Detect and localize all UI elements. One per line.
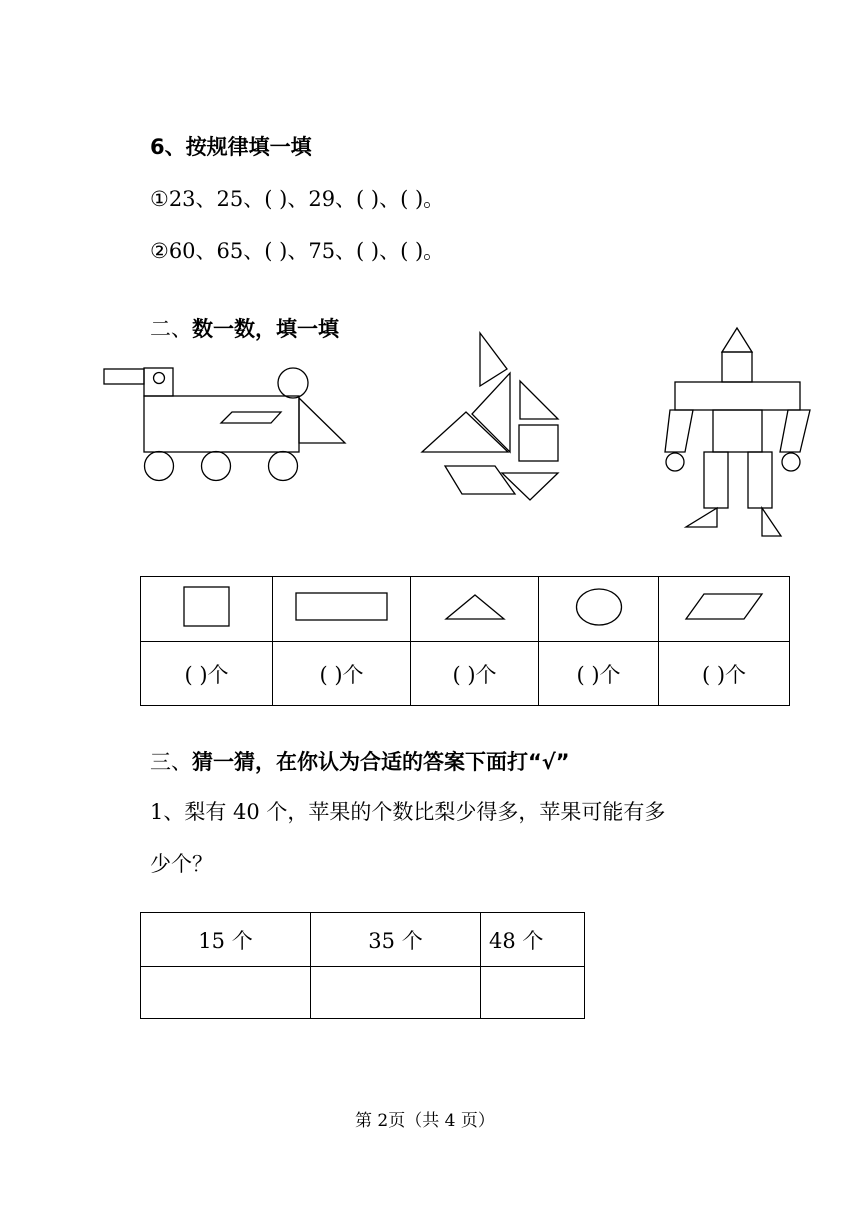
vehicle-wheel-1 xyxy=(145,452,174,481)
sail-mid-triangle xyxy=(472,373,510,452)
robot-hat-triangle xyxy=(722,328,752,352)
square-cell xyxy=(141,577,273,642)
check-cell-48[interactable] xyxy=(481,967,585,1019)
robot-left-foot xyxy=(686,508,717,527)
rectangle-cell xyxy=(273,577,411,642)
robot-right-arm xyxy=(780,410,810,452)
parallelogram-count[interactable]: ( )个 xyxy=(659,642,790,706)
parallelogram-cell xyxy=(659,577,790,642)
question-1-line-2: 少个？ xyxy=(150,852,213,876)
check-cell-35[interactable] xyxy=(311,967,481,1019)
robot-right-foot xyxy=(762,508,781,536)
section-2-number: 二、 xyxy=(150,317,192,341)
vehicle-head-circle xyxy=(278,368,308,398)
parallelogram-icon xyxy=(684,592,764,622)
robot-right-hand xyxy=(782,453,800,471)
square-count[interactable]: ( )个 xyxy=(141,642,273,706)
check-row xyxy=(141,967,585,1019)
section-2-title: 数一数，填一填 xyxy=(192,317,339,341)
triangle-cell xyxy=(411,577,539,642)
vehicle-wheel-2 xyxy=(202,452,231,481)
options-row xyxy=(141,913,585,967)
robot-figure xyxy=(665,328,810,536)
rectangle-count[interactable]: ( )个 xyxy=(273,642,411,706)
robot-body-rectangle xyxy=(713,410,762,452)
section-3-title: 猜一猜，在你认为合适的答案下面打“√” xyxy=(192,750,570,774)
robot-head-square xyxy=(722,352,752,382)
sequence-1: ①23、25、( )、29、( )、( )。 xyxy=(150,187,445,211)
section-3-heading xyxy=(150,749,570,775)
sail-square xyxy=(519,425,558,461)
vehicle-gun-rectangle xyxy=(104,369,144,384)
robot-right-leg xyxy=(748,452,772,508)
robot-left-arm xyxy=(665,410,693,452)
shape-count-table xyxy=(140,576,790,706)
circle-icon xyxy=(574,587,624,627)
sail-left-triangle xyxy=(422,412,508,452)
answer-options-table xyxy=(140,912,585,1019)
shape-row xyxy=(141,577,790,642)
robot-shoulders-rectangle xyxy=(675,382,800,410)
option-15: 15 个 xyxy=(141,913,311,967)
vehicle-window-circle xyxy=(154,373,165,384)
option-35: 35 个 xyxy=(311,913,481,967)
page-number: 第 2页（共 4 页） xyxy=(355,1111,495,1131)
robot-left-leg xyxy=(704,452,728,508)
boat-parallelogram xyxy=(445,466,515,494)
triangle-icon xyxy=(444,593,506,621)
sequence-2: ②60、65、( )、75、( )、( )。 xyxy=(150,239,445,263)
sail-right-triangle xyxy=(520,381,558,419)
section-3-number: 三、 xyxy=(150,750,192,774)
vehicle-parallelogram xyxy=(221,412,281,423)
question-6-title: 6、按规律填一填 xyxy=(150,135,312,159)
sailboat-figure xyxy=(422,333,558,500)
shape-figures xyxy=(0,0,860,560)
square-icon xyxy=(183,586,231,628)
vehicle-triangle xyxy=(299,398,345,443)
question-1-line-1: 1、梨有 40 个，苹果的个数比梨少得多，苹果可能有多 xyxy=(150,800,666,824)
robot-left-hand xyxy=(666,453,684,471)
rectangle-icon xyxy=(295,592,389,622)
vehicle-figure xyxy=(104,368,345,481)
sail-top-triangle xyxy=(480,333,507,386)
triangle-count[interactable]: ( )个 xyxy=(411,642,539,706)
check-cell-15[interactable] xyxy=(141,967,311,1019)
vehicle-body-rectangle xyxy=(144,396,299,452)
vehicle-wheel-3 xyxy=(269,452,298,481)
option-48: 48 个 xyxy=(481,913,585,967)
circle-count[interactable]: ( )个 xyxy=(539,642,659,706)
circle-cell xyxy=(539,577,659,642)
answer-row xyxy=(141,642,790,706)
